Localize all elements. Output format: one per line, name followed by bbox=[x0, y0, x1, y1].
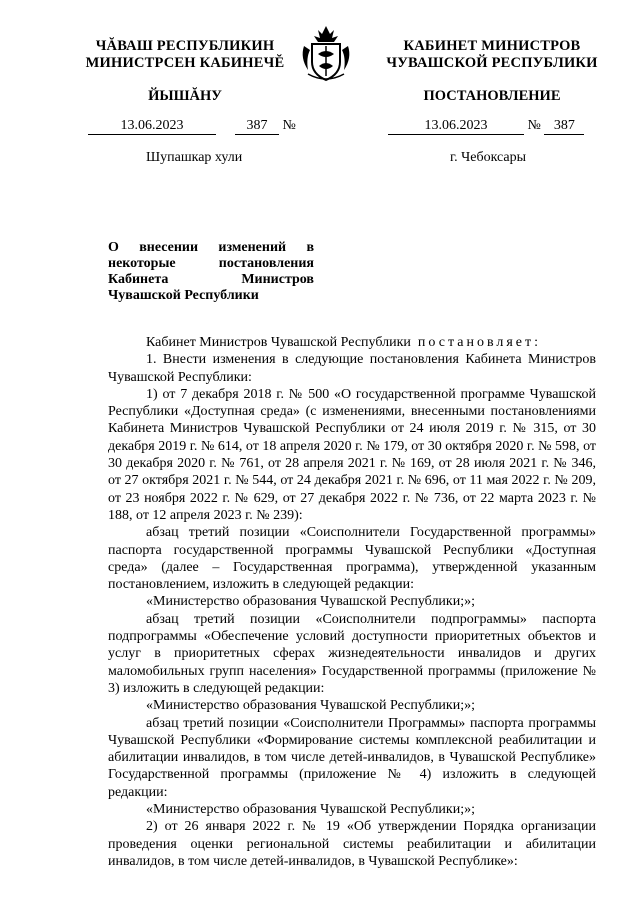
city-chuvash: Шупашкар хули bbox=[146, 150, 243, 165]
date-number-line-chuvash bbox=[88, 118, 296, 135]
body-paragraph: «Министерство образования Чувашской Республики;»; bbox=[146, 802, 475, 818]
city-russian: г. Чебоксары bbox=[450, 150, 527, 165]
issuer-russian-line1: КАБИНЕТ МИНИСТРОВ bbox=[403, 38, 581, 54]
date-right: 13.06.2023 bbox=[388, 118, 524, 135]
body-paragraph: «Министерство образования Чувашской Республики;»; bbox=[146, 698, 475, 714]
number-sign-left: № bbox=[282, 118, 296, 133]
issuer-name-russian bbox=[368, 38, 616, 72]
body-paragraph: абзац третий позиции «Соисполнители Государственной программы» паспорта государственной программы Чувашской Республики «Доступная среда» (далее – Государственная программа), утвержденной указанным постановлением, изложить в следующей редакции: bbox=[108, 525, 596, 593]
document-subject: О внесении изменений в некоторые постановления Кабинета Министров Чувашской Республики bbox=[108, 240, 314, 303]
document-body bbox=[108, 334, 596, 870]
number-right: 387 bbox=[544, 118, 584, 135]
body-paragraph: 1. Внести изменения в следующие постановления Кабинета Министров Чувашской Республики: bbox=[108, 352, 596, 385]
issuer-chuvash-line1: ЧĂВАШ РЕСПУБЛИКИН bbox=[95, 38, 275, 54]
body-paragraph: абзац третий позиции «Соисполнители Программы» паспорта программы Чувашской Республики «Формирование системы комплексной реабилитации и абилитации инвалидов, в том числе детей-инвалидов, в Чувашской Республике» Государственной программы (приложение № 4) изложить в следующей редакции: bbox=[108, 715, 596, 800]
intro-prefix: Кабинет Министров Чувашской Республики bbox=[146, 335, 411, 350]
body-paragraph: 2) от 26 января 2022 г. № 19 «Об утверждении Порядка организации проведения оценки региональной системы реабилитации и абилитации инвалидов, в том числе детей-инвалидов, в Чувашской Республике»: bbox=[108, 819, 596, 869]
body-paragraph: «Министерство образования Чувашской Республики;»; bbox=[146, 594, 475, 610]
intro-verb: постановляет: bbox=[417, 335, 542, 350]
date-number-line-russian bbox=[388, 118, 584, 135]
body-paragraph: 1) от 7 декабря 2018 г. № 500 «О государственной программе Чувашской Республики «Доступная среда» (с изменениями, внесенными постановлениями Кабинета Министров Чувашской Республики от 24 июля 2019 г. № 315, от 30 декабря 2019 г. № 614, от 18 апреля 2020 г. № 179, от 30 октября 2020 г. № 598, от 30 декабря 2020 г. № 761, от 28 апреля 2021 г. № 169, от 28 июля 2021 г. № 346, от 27 октября 2021 г. № 544, от 24 декабря 2021 г. № 696, от 11 мая 2022 г. № 209, от 23 ноября 2022 г. № 629, от 27 декабря 2022 г. № 736, от 22 марта 2023 г. № 188, от 12 апреля 2023 г. № 239): bbox=[108, 386, 596, 523]
doc-type-chuvash: ЙЫШĂНУ bbox=[148, 88, 222, 104]
chuvash-emblem-icon bbox=[298, 24, 354, 84]
number-left: 387 bbox=[235, 118, 279, 135]
issuer-russian-line2: ЧУВАШСКОЙ РЕСПУБЛИКИ bbox=[386, 55, 598, 71]
intro-paragraph bbox=[108, 334, 596, 351]
date-left: 13.06.2023 bbox=[88, 118, 216, 135]
body-paragraph: абзац третий позиции «Соисполнители подпрограммы» паспорта подпрограммы «Обеспечение условий доступности приоритетных объектов и услуг в приоритетных сферах жизнедеятельности инвалидов и других маломобильных групп населения» Государственной программы (приложение № 3) изложить в следующей редакции: bbox=[108, 611, 596, 696]
number-sign-right: № bbox=[527, 118, 541, 133]
issuer-chuvash-line2: МИНИСТРСЕН КАБИНЕЧĔ bbox=[85, 55, 285, 71]
doc-type-russian: ПОСТАНОВЛЕНИЕ bbox=[423, 88, 561, 104]
issuer-name-chuvash bbox=[60, 38, 310, 72]
